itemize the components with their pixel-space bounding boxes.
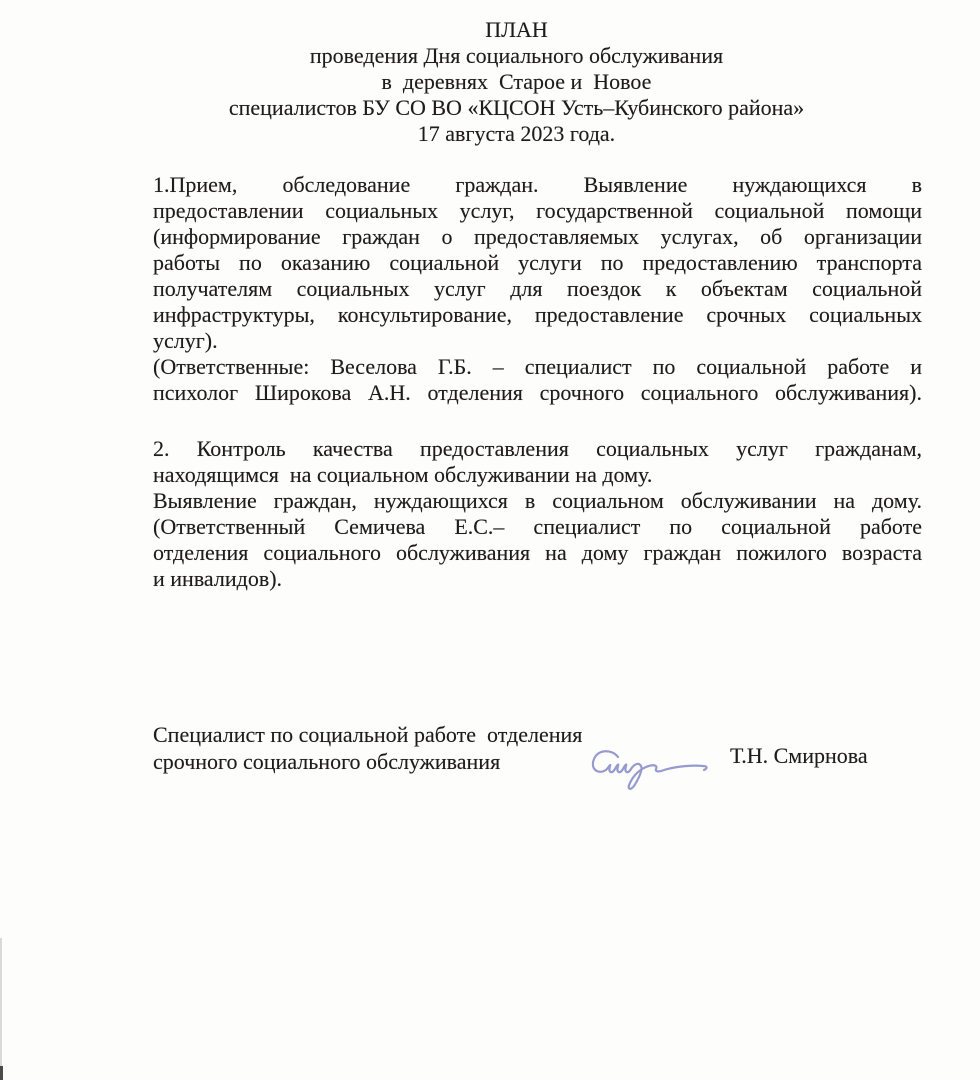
text-line: отделения социального обслуживания на дому граждан пожилого возраста: [153, 540, 922, 565]
text-line: работы по оказанию социальной услуги по предоставлению транспорта: [153, 250, 922, 275]
text-line: (Ответственные: Веселова Г.Б. – специалист по социальной работе и: [153, 354, 922, 379]
scan-edge-artifact: [0, 938, 2, 1080]
text-line: психолог Широкова А.Н. отделения срочного социального обслуживания).: [153, 380, 922, 405]
title-line-date: 17 августа 2023 года.: [417, 121, 616, 146]
title-line-place: в деревнях Старое и Новое: [381, 69, 652, 94]
text-line: Выявление граждан, нуждающихся в социальном обслуживании на дому.: [153, 488, 922, 513]
text-line: (информирование граждан о предоставляемых услугах, об организации: [153, 224, 922, 249]
text-line: предоставлении социальных услуг, государственной социальной помощи: [153, 198, 922, 223]
signature-stroke: [593, 751, 707, 789]
handwritten-signature: [582, 745, 716, 795]
document-title-block: [153, 17, 880, 147]
signer-name: Т.Н. Смирнова: [730, 743, 868, 768]
title-line-event: проведения Дня социального обслуживания: [309, 43, 724, 68]
signer-role-line: Специалист по социальной работе отделения: [153, 722, 583, 747]
paragraph-2: [153, 436, 922, 592]
scan-corner-artifact: [0, 1066, 3, 1080]
title-line-org: специалистов БУ СО ВО «КЦСОН Усть–Кубинского района»: [228, 95, 805, 120]
text-line: получателям социальных услуг для поездок к объектам социальной: [153, 276, 922, 301]
text-line: (Ответственный Семичева Е.С.– специалист по социальной работе: [153, 514, 922, 539]
paragraph-1: [153, 172, 922, 406]
text-line: находящимся на социальном обслуживании на дому.: [153, 462, 653, 487]
title-line-plan: ПЛАН: [485, 17, 548, 42]
text-line: и инвалидов).: [153, 566, 283, 591]
signer-role-line: срочного социального обслуживания: [153, 749, 501, 774]
text-line: 2. Контроль качества предоставления социальных услуг гражданам,: [153, 436, 922, 461]
text-line: услуг).: [153, 328, 218, 353]
text-line: инфраструктуры, консультирование, предоставление срочных социальных: [153, 302, 922, 327]
text-line: 1.Прием, обследование граждан. Выявление нуждающихся в: [153, 172, 922, 197]
